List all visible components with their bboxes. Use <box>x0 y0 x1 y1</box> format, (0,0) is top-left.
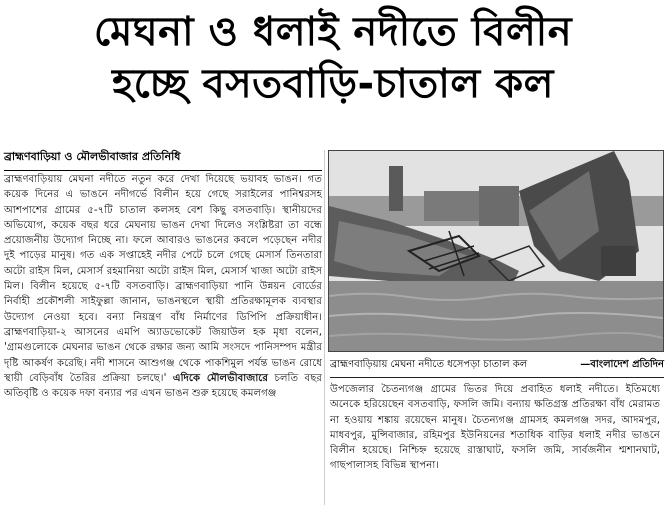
headline-line-2: হচ্ছে বসতবাড়ি-চাতাল কল <box>112 61 554 107</box>
byline: ব্রাহ্মণবাড়িয়া ও মৌলভীবাজার প্রতিনিধি <box>4 148 322 171</box>
article-left-column <box>4 172 322 401</box>
caption-text: ব্রাহ্মণবাড়িয়ায় মেঘনা নদীতে ধসেপড়া চাতাল কল <box>330 359 528 370</box>
left-body-text: ব্রাহ্মণবাড়িয়ায় মেঘনা নদীতে নতুন করে দেখা দিয়েছে ভয়াবহ ভাঙন। গত কয়েক দিনের এ ভাঙনে নদীগর্ভে বিলীন হয়ে গেছে সরাইলের পানিশ্বরসহ আশপাশের গ্রামের ৫-৭টি চাতাল কলসহ বেশ কিছু বসতবাড়ি। স্থানীয়দের অভিযোগ, কয়েক বছর ধরে মেঘনায় ভাঙন দেখা দিলেও সংশ্লিষ্টরা তা বন্ধে প্রয়োজনীয় উদ্যোগ নিচ্ছে না। ফলে আবারও ভাঙনের কবলে পড়েছেন নদীর দুই পাড়ের মানুষ। গত এক সপ্তাহেই নদীর পেটে চলে গেছে মেসার্স তিনতারা অটো রাইস মিল, মেসার্স রহমানিয়া অটো রাইস মিল, মেসার্স খাজা অটো রাইস মিল। বিলীন হয়েছে ৫-৭টি বসতবাড়ি। ব্রাহ্মণবাড়িয়া পানি উন্নয়ন বোর্ডের নির্বাহী প্রকৌশলী সাইফুল্লা জানান, ভাঙনস্থলে স্থায়ী প্রতিরক্ষামূলক ব্যবস্থার উদ্যোগ নেওয়া হবে। বন্যা নিয়ন্ত্রণ বাঁধ নির্মাণের ডিপিপি প্রক্রিয়াধীন। ব্রাহ্মণবাড়িয়া-২ আসনের এমপি অ্যাডভোকেট জিয়াউল হক মৃধা বলেন, 'গ্রামগুলোকে মেঘনার ভাঙন থেকে রক্ষার জন্য আমি সংসদে পানিসম্পদ মন্ত্রীর দৃষ্টি আকর্ষণ করেছি। নদী শাসনে আশুগঞ্জ থেকে পাকশিমুল পর্যন্ত ভাঙন রোধে স্থায়ী বেড়িবাঁধ তৈরির প্রক্রিয়া চলছে।' <box>4 174 322 384</box>
headline <box>0 6 666 110</box>
article-body-right: উপজেলার চৈতন্যগঞ্জ গ্রামের ভিতর দিয়ে প্রবাহিত ধলাই নদীতে। ইতিমধ্যে অনেকে হরিয়েছেন বসতবাড়ি, ফসলি জমি। বন্যায় ক্ষতিগ্রস্ত প্রতিরক্ষা বাঁধ মেরামত না হওয়ায় শঙ্কায় রয়েছেন মানুষ। চৈতন্যগঞ্জ গ্রামসহ কমলগঞ্জ সদর, আদমপুর, মাধবপুর, মুন্সিবাজার, রহিমপুর ইউনিয়নের শতাধিক বাড়ির ধলাই নদীর ভাঙনে বিলীন হয়েছে। নিশ্চিহ্ন হয়েছে রাস্তাঘাট, ফসলি জমি, সার্বজনীন শ্মশানঘাট, গাছপালাসহ বিভিন্ন স্থাপনা। <box>330 384 660 472</box>
headline-line-1: মেঘনা ও ধলাই নদীতে বিলীন <box>93 9 573 55</box>
photo-credit: —বাংলাদেশ প্রতিদিন <box>580 359 664 370</box>
column-divider <box>324 150 325 505</box>
news-photo <box>328 150 664 352</box>
left-tail-text: চলতি বছর অতিবৃষ্টি ও কয়েক দফা বন্যার পর এখন ভাঙন শুরু হয়েছে কমলগঞ্জ <box>4 372 322 400</box>
article-body-left <box>4 172 322 401</box>
article-right-column <box>330 382 660 474</box>
left-lead-text: এদিকে মৌলভীবাজারে <box>172 372 269 384</box>
photo-caption <box>330 357 664 378</box>
